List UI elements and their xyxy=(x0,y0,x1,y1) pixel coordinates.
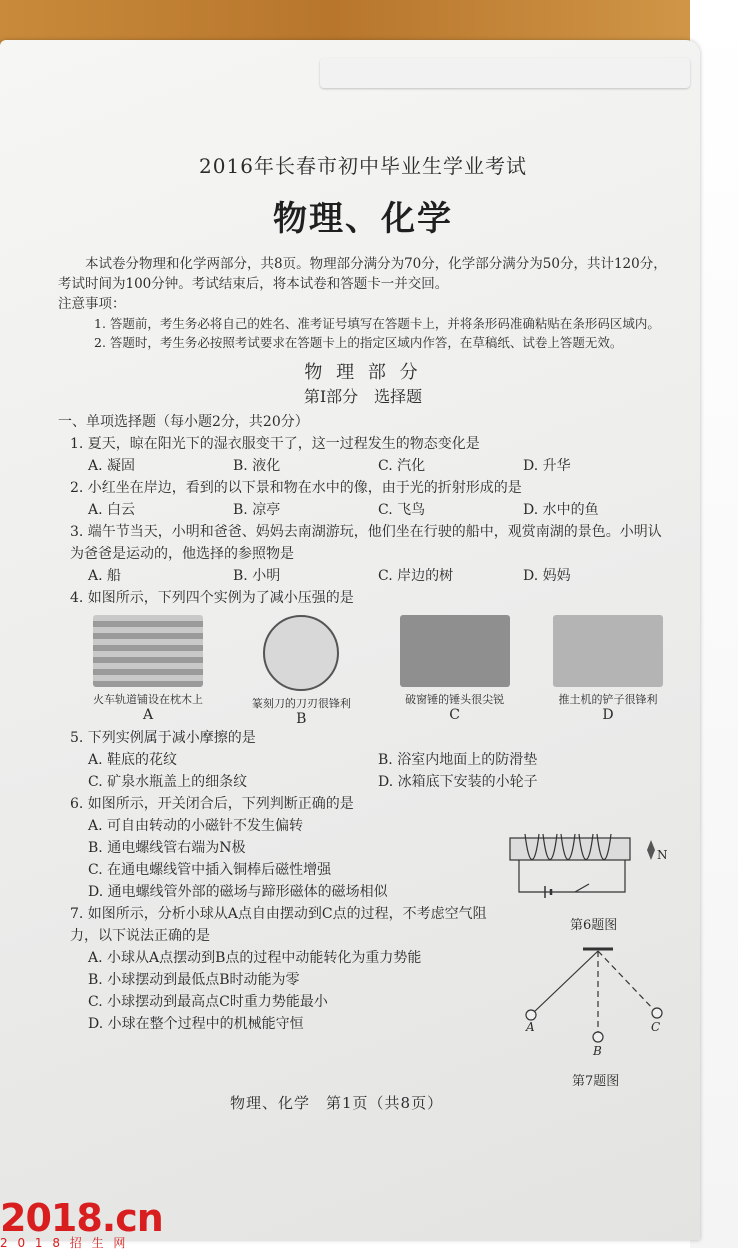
solenoid-diagram xyxy=(505,828,685,908)
needle-label: N xyxy=(657,848,668,862)
option: C. 飞鸟 xyxy=(378,502,426,518)
option: A. 可自由转动的小磁针不发生偏转 xyxy=(88,818,304,834)
sub-part-title: 第Ⅰ部分 选择题 xyxy=(303,387,423,406)
figure-caption: 火车轨道铺设在枕木上 xyxy=(93,693,203,706)
point-c-label: C xyxy=(651,1020,661,1034)
figure-caption: 推土机的铲子很锋利 xyxy=(558,693,658,706)
figure-caption: 破窗锤的锤头很尖锐 xyxy=(405,693,505,706)
option: D. 小球在整个过程中的机械能守恒 xyxy=(88,1016,304,1032)
option: A. 小球从A点摆动到B点的过程中动能转化为重力势能 xyxy=(88,950,422,966)
stacked-sheets xyxy=(320,58,690,88)
option: A. 白云 xyxy=(88,502,136,518)
carving-knife-photo xyxy=(263,615,339,691)
notice-item: 1. 答题前，考生务必将自己的姓名、准考证号填写在答题卡上，并将条形码准确粘贴在条形码区域内。 xyxy=(94,316,660,331)
point-b-label: B xyxy=(593,1044,602,1058)
figure-6-caption: 第6题图 xyxy=(570,918,618,933)
option: C. 小球摆动到最高点C时重力势能最小 xyxy=(88,994,328,1010)
railway-photo xyxy=(93,615,203,687)
safety-hammer-photo xyxy=(400,615,510,687)
question-5: 5. 下列实例属于减小摩擦的是 xyxy=(70,730,256,746)
option: C. 矿泉水瓶盖上的细条纹 xyxy=(88,774,248,790)
notice-item: 2. 答题时，考生务必按照考试要求在答题卡上的指定区域内作答，在草稿纸、试卷上答题无效。 xyxy=(94,335,623,350)
figure-c xyxy=(385,615,525,727)
option: C. 汽化 xyxy=(378,458,426,474)
option: B. 小球摆动到最低点B时动能为零 xyxy=(88,972,300,988)
exam-title: 2016年长春市初中毕业生学业考试 xyxy=(199,154,527,178)
option: D. 水中的鱼 xyxy=(523,502,599,518)
figure-caption: 篆刻刀的刀刃很锋利 xyxy=(251,697,351,710)
figure-b xyxy=(231,615,371,727)
question-4-figures xyxy=(78,615,678,727)
option: B. 浴室内地面上的防滑垫 xyxy=(378,752,538,768)
option: D. 冰箱底下安装的小轮子 xyxy=(378,774,538,790)
question-5-options xyxy=(88,749,668,793)
option: D. 通电螺线管外部的磁场与蹄形磁体的磁场相似 xyxy=(88,884,388,900)
question-1-options xyxy=(88,455,668,477)
notice-title: 注意事项： xyxy=(58,296,126,312)
figure-7-caption: 第7题图 xyxy=(572,1074,620,1089)
subject-title: 物理、化学 xyxy=(273,199,453,239)
option: D. 妈妈 xyxy=(523,568,571,584)
option: B. 小明 xyxy=(233,568,281,584)
option: B. 凉亭 xyxy=(233,502,281,518)
question-3: 3. 端午节当天，小明和爸爸、妈妈去南湖游玩，他们坐在行驶的船中，观赏南湖的景色。小明认为爸爸是运动的，他选择的参照物是 xyxy=(70,524,662,562)
bulldozer-photo xyxy=(553,615,663,687)
figure-letter: C xyxy=(449,707,461,723)
question-3-options xyxy=(88,565,668,587)
option: C. 在通电螺线管中插入铜棒后磁性增强 xyxy=(88,862,332,878)
question-4: 4. 如图所示，下列四个实例为了减小压强的是 xyxy=(70,590,354,606)
option: B. 液化 xyxy=(233,458,281,474)
figure-letter: A xyxy=(142,707,154,723)
option: A. 鞋底的花纹 xyxy=(88,752,178,768)
question-6: 6. 如图所示，开关闭合后，下列判断正确的是 xyxy=(70,796,354,812)
pendulum-diagram xyxy=(515,945,675,1055)
figure-letter: B xyxy=(296,711,307,727)
option: A. 凝固 xyxy=(88,458,136,474)
watermark-brand: 2018.cn xyxy=(0,1196,163,1240)
question-7: 7. 如图所示，分析小球从A点自由摆动到C点的过程，不考虑空气阻力，以下说法正确的是 xyxy=(70,906,487,944)
question-2: 2. 小红坐在岸边，看到的以下景和物在水中的像，由于光的折射形成的是 xyxy=(70,480,522,496)
watermark-logo xyxy=(0,1196,163,1251)
part-title: 物 理 部 分 xyxy=(304,362,422,383)
figure-letter: D xyxy=(602,707,614,723)
option: D. 升华 xyxy=(523,458,571,474)
watermark-tagline: 2 0 1 8 招 生 网 xyxy=(0,1236,129,1250)
figure-d xyxy=(538,615,678,727)
section-heading: 一、单项选择题（每小题2分，共20分） xyxy=(58,414,309,430)
option: A. 船 xyxy=(88,568,122,584)
option: C. 岸边的树 xyxy=(378,568,454,584)
exam-intro: 本试卷分物理和化学两部分，共8页。物理部分满分为70分，化学部分满分为50分，共计120分，考试时间为100分钟。考试结束后，将本试卷和答题卡一并交回。 xyxy=(58,256,667,292)
question-2-options xyxy=(88,499,668,521)
question-1: 1. 夏天，晾在阳光下的湿衣服变干了，这一过程发生的物态变化是 xyxy=(70,436,480,452)
point-a-label: A xyxy=(526,1020,535,1034)
option: B. 通电螺线管右端为N极 xyxy=(88,840,246,856)
page-footer: 物理、化学 第1页（共8页） xyxy=(230,1094,444,1112)
figure-a xyxy=(78,615,218,727)
